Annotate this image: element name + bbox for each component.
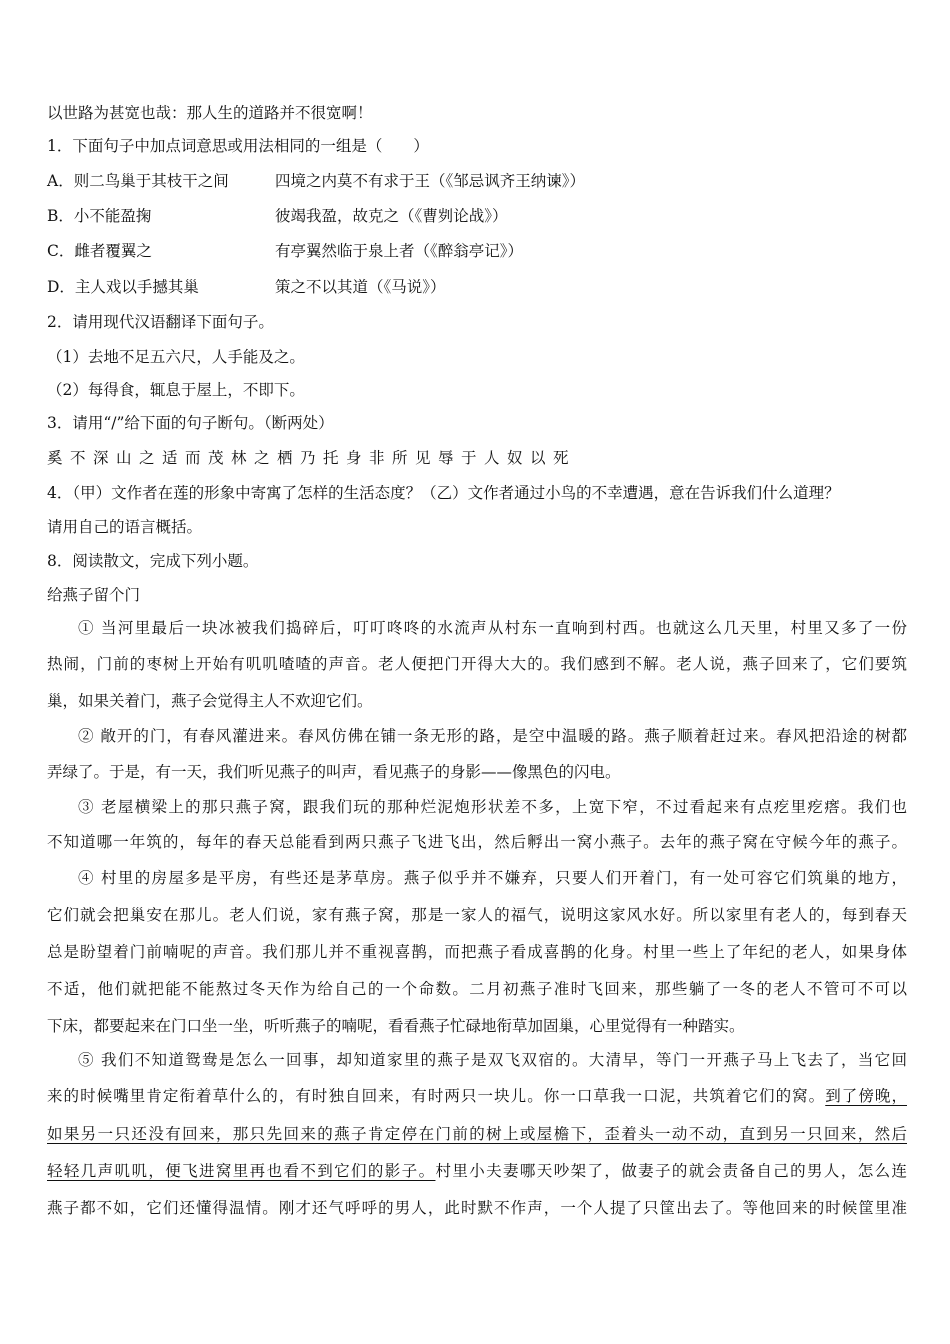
underlined-text: 轻轻几声叽叽，便飞进窝里再也看不到它们的影子。	[47, 1162, 436, 1180]
option-left: C．雌者覆翼之	[47, 242, 152, 260]
option-right: 四境之内莫不有求于王（《邹忌讽齐王纳谏》）	[275, 172, 586, 190]
question-1: 1．下面句子中加点词意思或用法相同的一组是（ ）	[47, 137, 429, 155]
question-4-cont: 请用自己的语言概括。	[47, 518, 203, 536]
paragraph-line: 不知道哪一年筑的，每年的春天总能看到两只燕子飞进飞出，然后孵出一窝小燕子。去年的燕子窝在守候今年的燕子。	[47, 833, 907, 851]
option-left: B．小不能盈掬	[47, 207, 152, 225]
paragraph-line: 燕子都不如，它们还懂得温情。刚才还气呼呼的男人，此时默不作声，一个人提了只筐出去了。等他回来的时候筐里准	[47, 1199, 907, 1217]
text-span: 村里小夫妻哪天吵架了，做妻子的就会责备自己的男人，怎么连	[435, 1162, 907, 1180]
paragraph-line: 它们就会把巢安在那儿。老人们说，家有燕子窝，那是一家人的福气，说明这家风水好。所以家里有老人的，每到春天	[47, 906, 907, 924]
paragraph-line: ③ 老屋横梁上的那只燕子窝，跟我们玩的那种烂泥炮形状差不多，上宽下窄，不过看起来有点疙里疙瘩。我们也	[78, 798, 907, 816]
question-4: 4．（甲）文作者在莲的形象中寄寓了怎样的生活态度？（乙）文作者通过小鸟的不幸遭遇，意在告诉我们什么道理？	[47, 484, 840, 502]
paragraph-line: 下床，都要起来在门口坐一坐，听听燕子的喃呢，看看燕子忙碌地衔草加固巢，心里觉得有一种踏实。	[47, 1017, 745, 1035]
text-line: 以世路为甚宽也哉：那人生的道路并不很宽啊！	[47, 104, 373, 122]
paragraph-line: 巢，如果关着门，燕子会觉得主人不欢迎它们。	[47, 692, 373, 710]
option-left: A．则二鸟巢于其枝干之间	[47, 172, 229, 190]
underlined-line: 如果另一只还没有回来，那只先回来的燕子肯定停在门前的树上或屋檐下，歪着头一动不动，直到另一只回来，然后	[47, 1125, 907, 1143]
paragraph-line: 热闹，门前的枣树上开始有叽叽喳喳的声音。老人便把门开得大大的。我们感到不解。老人说，燕子回来了，它们要筑	[47, 655, 907, 673]
question-2-item-1: （1）去地不足五六尺，人手能及之。	[47, 348, 305, 366]
question-3-text: 奚不深山之适而茂林之栖乃托身非所见辱于人奴以死	[47, 449, 577, 467]
option-right: 彼竭我盈，故克之（《曹刿论战》）	[275, 207, 508, 225]
option-left: D．主人戏以手撼其巢	[47, 278, 199, 296]
question-2: 2．请用现代汉语翻译下面句子。	[47, 313, 274, 331]
paragraph-line: 不适，他们就把能不能熬过冬天作为给自己的一个命数。二月初燕子准时飞回来，那些躺了一冬的老人不管可不可以	[47, 980, 907, 998]
question-8: 8．阅读散文，完成下列小题。	[47, 552, 259, 570]
text-span: 来的时候嘴里肯定衔着草什么的，有时独自回来，有时两只一块儿。你一口草我一口泥，共筑着它们的窝。	[47, 1087, 826, 1105]
paragraph-line: ② 敞开的门，有春风灌进来。春风仿佛在铺一条无形的路，是空中温暖的路。燕子顺着赶过来。春风把沿途的树都	[78, 727, 907, 745]
paragraph-line: 弄绿了。于是，有一天，我们听见燕子的叫声，看见燕子的身影——像黑色的闪电。	[47, 763, 621, 781]
paragraph-line: 总是盼望着门前喃呢的声音。我们那儿并不重视喜鹊，而把燕子看成喜鹊的化身。村里一些上了年纪的老人，如果身体	[47, 943, 907, 961]
question-2-item-2: （2）每得食，辄息于屋上，不即下。	[47, 381, 305, 399]
option-right: 策之不以其道（《马说》）	[275, 278, 446, 296]
underlined-text: 到了傍晚，	[825, 1087, 907, 1105]
paragraph-line: ⑤ 我们不知道鸳鸯是怎么一回事，却知道家里的燕子是双飞双宿的。大清早，等门一开燕子马上飞去了，当它回	[78, 1051, 907, 1069]
paragraph-line	[47, 1161, 907, 1181]
paragraph-line	[47, 1086, 907, 1106]
option-right: 有亭翼然临于泉上者（《醉翁亭记》）	[275, 242, 524, 260]
essay-title: 给燕子留个门	[47, 586, 141, 604]
question-3: 3．请用“/”给下面的句子断句。（断两处）	[47, 414, 334, 432]
paragraph-line: ① 当河里最后一块冰被我们捣碎后，叮叮咚咚的水流声从村东一直响到村西。也就这么几天里，村里又多了一份	[78, 619, 907, 637]
paragraph-line: ④ 村里的房屋多是平房，有些还是茅草房。燕子似乎并不嫌弃，只要人们开着门，有一处可容它们筑巢的地方，	[78, 869, 907, 887]
